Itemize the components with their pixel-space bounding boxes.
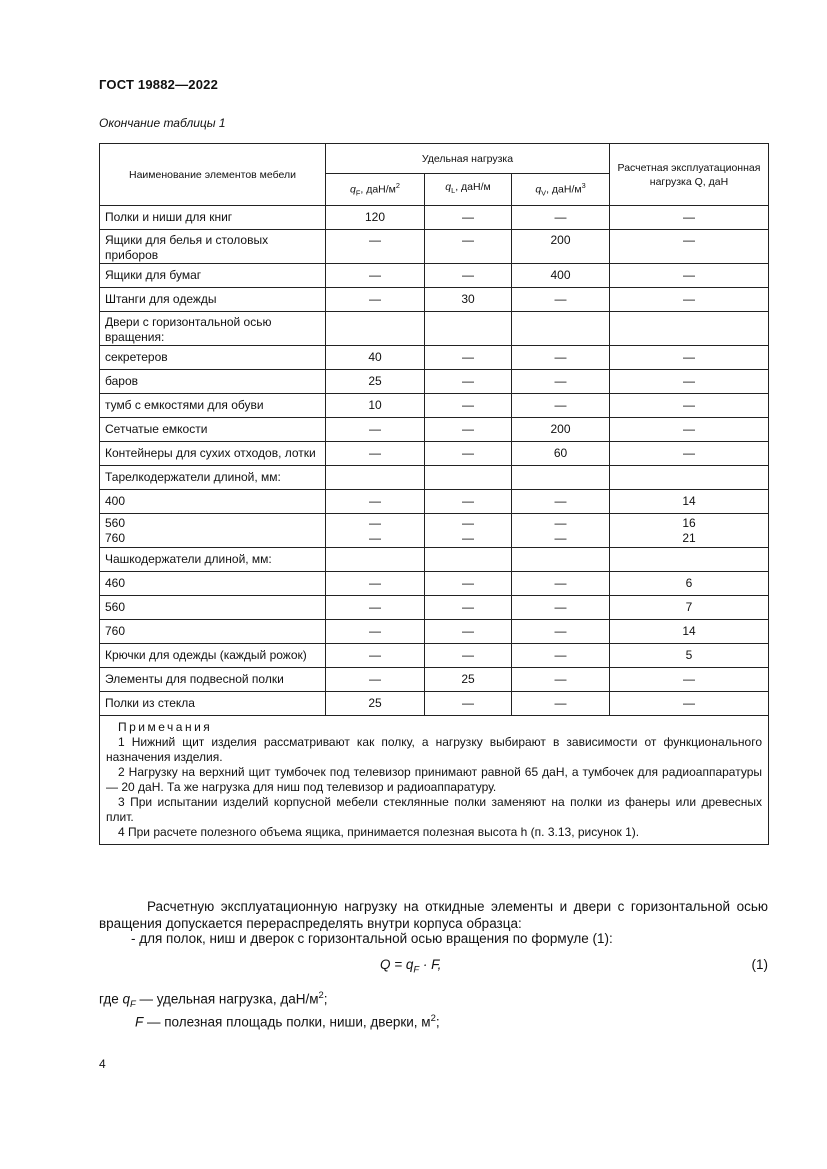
header-qv: $q_V$, даН/$м^3$ bbox=[512, 174, 610, 206]
cell-q: 7 bbox=[610, 596, 769, 620]
cell-qv: — bbox=[512, 490, 610, 514]
cell-q bbox=[610, 312, 769, 346]
table-row bbox=[100, 288, 769, 312]
page-number: 4 bbox=[99, 1057, 106, 1071]
row-name: Двери с горизонтальной осью вращения: bbox=[100, 312, 326, 346]
table-caption: Окончание таблицы 1 bbox=[99, 116, 226, 130]
cell-qf: — bbox=[326, 230, 425, 264]
cell-q: — bbox=[610, 230, 769, 264]
table-row bbox=[100, 264, 769, 288]
cell-q: — bbox=[610, 394, 769, 418]
cell-qf: — bbox=[326, 418, 425, 442]
cell-qv: 60 bbox=[512, 442, 610, 466]
cell-q: — bbox=[610, 264, 769, 288]
cell-ql: 30 bbox=[425, 288, 512, 312]
cell-ql: — bbox=[425, 490, 512, 514]
table-row bbox=[100, 394, 769, 418]
cell-qf bbox=[326, 312, 425, 346]
table-row bbox=[100, 466, 769, 490]
cell-ql: — bbox=[425, 418, 512, 442]
header-specific-load: Удельная нагрузка bbox=[326, 144, 610, 174]
cell-qf bbox=[326, 466, 425, 490]
cell-q: — bbox=[610, 418, 769, 442]
row-name: Штанги для одежды bbox=[100, 288, 326, 312]
cell-q bbox=[610, 466, 769, 490]
cell-q bbox=[610, 548, 769, 572]
cell-qf: 120 bbox=[326, 206, 425, 230]
cell-qv: — bbox=[512, 394, 610, 418]
cell-ql: — bbox=[425, 644, 512, 668]
cell-ql: — bbox=[425, 346, 512, 370]
cell-ql: — bbox=[425, 264, 512, 288]
cell-qv: — bbox=[512, 572, 610, 596]
cell-qf: 25 bbox=[326, 370, 425, 394]
table-row bbox=[100, 206, 769, 230]
cell-ql: — bbox=[425, 692, 512, 716]
cell-ql: — bbox=[425, 394, 512, 418]
table-row bbox=[100, 442, 769, 466]
body-paragraph: Расчетную эксплуатационную нагрузку на откидные элементы и двери с горизонтальной осью вращения допускается перераспределять внутри корпуса образца: bbox=[99, 899, 768, 931]
cell-ql: — bbox=[425, 596, 512, 620]
cell-qv: — bbox=[512, 288, 610, 312]
row-name: 460 bbox=[100, 572, 326, 596]
cell-q: — bbox=[610, 288, 769, 312]
cell-qf: — bbox=[326, 572, 425, 596]
cell-qv: — bbox=[512, 644, 610, 668]
row-name: Контейнеры для сухих отходов, лотки bbox=[100, 442, 326, 466]
cell-qf: 25 bbox=[326, 692, 425, 716]
cell-q: 5 bbox=[610, 644, 769, 668]
cell-qv: — bbox=[512, 692, 610, 716]
cell-qv: — — bbox=[512, 514, 610, 548]
table-row bbox=[100, 596, 769, 620]
cell-q: — bbox=[610, 692, 769, 716]
cell-ql: — bbox=[425, 230, 512, 264]
cell-qv: — bbox=[512, 620, 610, 644]
row-name: Крючки для одежды (каждый рожок) bbox=[100, 644, 326, 668]
formula-number: (1) bbox=[751, 957, 768, 972]
row-name: 560 760 bbox=[100, 514, 326, 548]
formula: $Q = q_F \cdot F$, bbox=[380, 957, 442, 976]
definition-qf: где $q_F$ — удельная нагрузка, даН/$м^2$; bbox=[99, 990, 328, 1011]
cell-qf: — bbox=[326, 288, 425, 312]
row-name: Полки из стекла bbox=[100, 692, 326, 716]
header-ql: $q_L$, даН/м bbox=[425, 174, 512, 206]
row-name: секретеров bbox=[100, 346, 326, 370]
table-row bbox=[100, 346, 769, 370]
header-design-load: Расчетная эксплуатационная нагрузка Q, даН bbox=[610, 144, 769, 206]
cell-qv bbox=[512, 466, 610, 490]
table-row bbox=[100, 370, 769, 394]
cell-qf: 40 bbox=[326, 346, 425, 370]
cell-qf: — bbox=[326, 620, 425, 644]
cell-ql bbox=[425, 312, 512, 346]
load-table bbox=[99, 143, 769, 845]
cell-qf: — bbox=[326, 264, 425, 288]
cell-qv: — bbox=[512, 206, 610, 230]
cell-qf: — bbox=[326, 596, 425, 620]
table-row bbox=[100, 418, 769, 442]
cell-ql bbox=[425, 466, 512, 490]
document-header: ГОСТ 19882—2022 bbox=[99, 77, 218, 92]
note-3: 3 При испытании изделий корпусной мебели стеклянные полки заменяют на полки из фанеры или древесных плит. bbox=[106, 795, 762, 824]
row-name: Полки и ниши для книг bbox=[100, 206, 326, 230]
table-row bbox=[100, 230, 769, 264]
cell-ql: — bbox=[425, 370, 512, 394]
cell-qv: — bbox=[512, 346, 610, 370]
cell-qf: — bbox=[326, 644, 425, 668]
table-row bbox=[100, 312, 769, 346]
table-row bbox=[100, 692, 769, 716]
cell-q: 6 bbox=[610, 572, 769, 596]
cell-qv bbox=[512, 548, 610, 572]
cell-qf bbox=[326, 548, 425, 572]
cell-q: 14 bbox=[610, 620, 769, 644]
header-qf: $q_F$, даН/$м^2$ bbox=[326, 174, 425, 206]
cell-qf: — bbox=[326, 490, 425, 514]
note-2: 2 Нагрузку на верхний щит тумбочек под телевизор принимают равной 65 даН, а тумбочек для радиоаппаратуры — 20 даН. Та же нагрузка для ниш под телевизор и радиоаппаратуру. bbox=[106, 765, 762, 794]
note-1: 1 Нижний щит изделия рассматривают как полку, а нагрузку выбирают в зависимости от функционального назначения изделия. bbox=[106, 735, 762, 764]
table-row bbox=[100, 572, 769, 596]
row-name: Чашкодержатели длиной, мм: bbox=[100, 548, 326, 572]
header-element-name: Наименование элементов мебели bbox=[100, 144, 326, 206]
cell-ql bbox=[425, 548, 512, 572]
row-name: 760 bbox=[100, 620, 326, 644]
cell-ql: — bbox=[425, 442, 512, 466]
cell-q: — bbox=[610, 442, 769, 466]
definition-f: F — полезная площадь полки, ниши, дверки, $м^2$; bbox=[135, 1013, 440, 1030]
cell-ql: — bbox=[425, 206, 512, 230]
cell-qv bbox=[512, 312, 610, 346]
cell-q: — bbox=[610, 346, 769, 370]
table-row bbox=[100, 490, 769, 514]
cell-q: 14 bbox=[610, 490, 769, 514]
cell-q: — bbox=[610, 668, 769, 692]
cell-qv: — bbox=[512, 596, 610, 620]
cell-qv: 200 bbox=[512, 418, 610, 442]
cell-qf: — bbox=[326, 442, 425, 466]
cell-ql: — bbox=[425, 572, 512, 596]
bullet-item: - для полок, ниш и дверок с горизонтальной осью вращения по формуле (1): bbox=[131, 931, 613, 946]
cell-ql: — — bbox=[425, 514, 512, 548]
table-row bbox=[100, 668, 769, 692]
row-name: 560 bbox=[100, 596, 326, 620]
table-row bbox=[100, 514, 769, 548]
notes-title: Примечания bbox=[118, 720, 213, 734]
cell-qv: 200 bbox=[512, 230, 610, 264]
cell-q: — bbox=[610, 370, 769, 394]
row-name: Ящики для белья и столовых приборов bbox=[100, 230, 326, 264]
row-name: тумб с емкостями для обуви bbox=[100, 394, 326, 418]
cell-qv: 400 bbox=[512, 264, 610, 288]
table-row bbox=[100, 620, 769, 644]
notes-row bbox=[100, 716, 769, 845]
cell-q: — bbox=[610, 206, 769, 230]
table-notes bbox=[100, 716, 769, 845]
cell-qf: 10 bbox=[326, 394, 425, 418]
cell-ql: 25 bbox=[425, 668, 512, 692]
table-row bbox=[100, 548, 769, 572]
row-name: Элементы для подвесной полки bbox=[100, 668, 326, 692]
cell-q: 16 21 bbox=[610, 514, 769, 548]
row-name: Ящики для бумаг bbox=[100, 264, 326, 288]
note-4: 4 При расчете полезного объема ящика, принимается полезная высота h (п. 3.13, рисунок 1). bbox=[118, 825, 640, 839]
table-row bbox=[100, 644, 769, 668]
cell-ql: — bbox=[425, 620, 512, 644]
row-name: 400 bbox=[100, 490, 326, 514]
row-name: Сетчатые емкости bbox=[100, 418, 326, 442]
cell-qv: — bbox=[512, 370, 610, 394]
cell-qv: — bbox=[512, 668, 610, 692]
row-name: баров bbox=[100, 370, 326, 394]
cell-qf: — bbox=[326, 668, 425, 692]
cell-qf: — — bbox=[326, 514, 425, 548]
row-name: Тарелкодержатели длиной, мм: bbox=[100, 466, 326, 490]
